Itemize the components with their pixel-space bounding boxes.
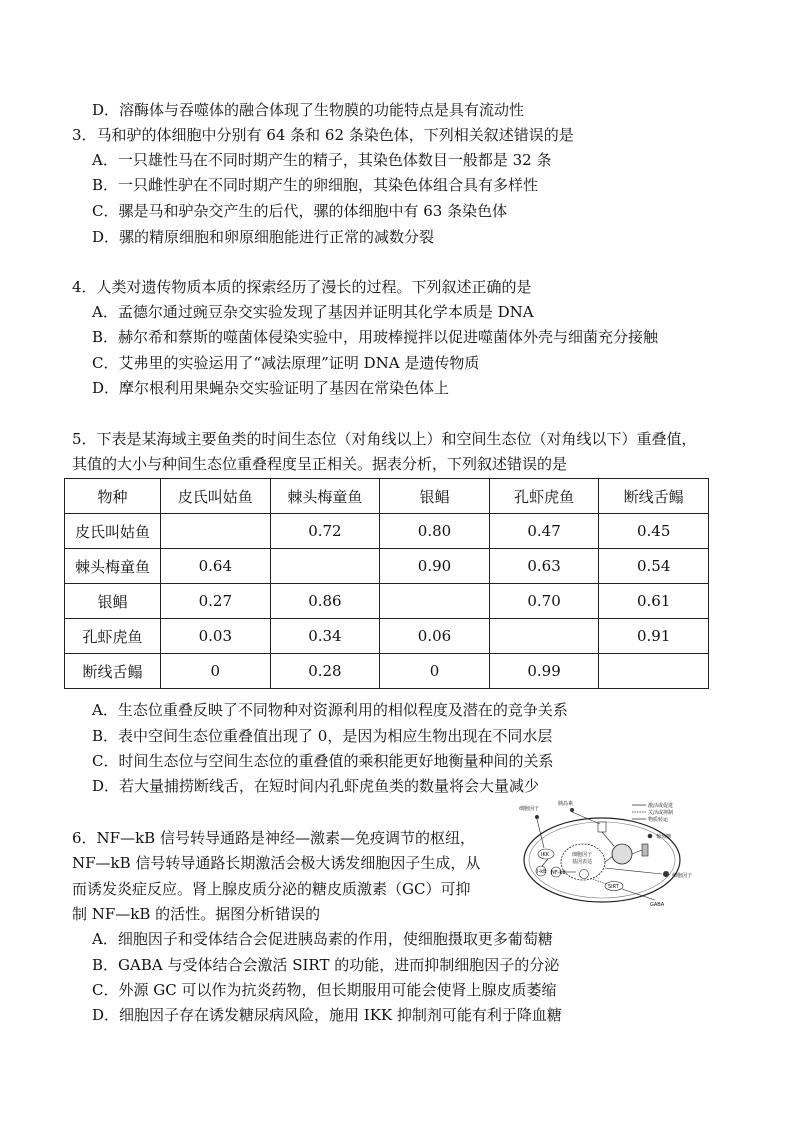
q6-stem-line2: NF—kB 信号转导通路长期激活会极大诱发细胞因子生成，从 bbox=[72, 854, 481, 872]
legend-activate: 激活或促进 bbox=[648, 803, 674, 809]
q3-option-b: B．一只雌性驴在不同时期产生的卵细胞，其染色体组合具有多样性 bbox=[92, 176, 539, 194]
table-cell: 0.63 bbox=[489, 549, 599, 584]
cytokine-molecule bbox=[535, 815, 539, 819]
q5-option-c: C．时间生态位与空间生态位的重叠值的乘积能更好地衡量种间的关系 bbox=[92, 752, 554, 770]
nfkb-pathway-diagram bbox=[510, 798, 710, 910]
cytokine-right-molecule bbox=[663, 871, 669, 877]
q3-option-a: A．一只雄性马在不同时期产生的精子，其染色体数目一般都是 32 条 bbox=[92, 151, 552, 169]
table-cell: 0.54 bbox=[599, 549, 709, 584]
glucose-transporter bbox=[642, 844, 648, 856]
q6-option-d: D．细胞因子存在诱发糖尿病风险，施用 IKK 抑制剂可能有利于降血糖 bbox=[92, 1006, 562, 1024]
cytokine-right-label: 细胞因子 bbox=[672, 873, 693, 879]
insulin-molecule bbox=[570, 808, 574, 812]
sirt-label: SIRT bbox=[608, 884, 619, 890]
arrow-cytokine-ikk bbox=[537, 819, 544, 848]
nfkb-label: NF-kB bbox=[551, 870, 566, 876]
arrow-nucleus-transporter bbox=[605, 856, 613, 862]
table-cell: 0.91 bbox=[599, 619, 709, 654]
glucose-molecule bbox=[648, 834, 653, 839]
arrow-ikk-ikb bbox=[542, 859, 548, 866]
table-row bbox=[65, 549, 709, 584]
q4-option-b: B．赫尔希和蔡斯的噬菌体侵染实验中，用玻棒搅拌以促进噬菌体外壳与细菌充分接触 bbox=[92, 328, 659, 346]
table-row bbox=[65, 619, 709, 654]
q3-option-c: C．骡是马和驴杂交产生的后代，骡的体细胞中有 63 条染色体 bbox=[92, 202, 508, 220]
q6-option-a: A．细胞因子和受体结合会促进胰岛素的作用，使细胞摄取更多葡萄糖 bbox=[92, 930, 553, 948]
table-cell bbox=[380, 584, 490, 619]
table-row-label: 孔虾虎鱼 bbox=[65, 619, 161, 654]
table-cell: 0 bbox=[380, 654, 490, 689]
table-header-cell: 孔虾虎鱼 bbox=[489, 479, 599, 514]
q5-option-a: A．生态位重叠反映了不同物种对资源利用的相似程度及潜在的竞争关系 bbox=[92, 701, 568, 719]
q5-stem-line2: 其值的大小与种间生态位重叠程度呈正相关。据表分析，下列叙述错误的是 bbox=[72, 455, 568, 473]
table-header-row bbox=[65, 479, 709, 514]
arrow-nucleus-cytokine bbox=[605, 868, 662, 874]
nucleus-label-1: 细胞因子 bbox=[572, 852, 593, 858]
table-cell bbox=[599, 654, 709, 689]
table-cell: 0.80 bbox=[380, 514, 490, 549]
table-cell: 0.45 bbox=[599, 514, 709, 549]
table-cell: 0.70 bbox=[489, 584, 599, 619]
glucose-label: 葡萄糖 bbox=[656, 834, 672, 840]
table-header-cell: 皮氏叫姑鱼 bbox=[161, 479, 271, 514]
q6-option-b: B．GABA 与受体结合会激活 SIRT 的功能，进而抑制细胞因子的分泌 bbox=[92, 956, 560, 974]
nfkb-in-nucleus bbox=[580, 870, 589, 879]
table-header-cell: 棘头梅童鱼 bbox=[270, 479, 380, 514]
ikb-label: I-kB bbox=[537, 869, 547, 875]
ikk-label: IKK bbox=[541, 852, 550, 858]
q2-option-d: D．溶酶体与吞噬体的融合体现了生物膜的功能特点是具有流动性 bbox=[92, 101, 525, 119]
nucleus-label-2: 基因表达 bbox=[572, 859, 593, 865]
cell-membrane-inner bbox=[529, 822, 675, 898]
arrow-gaba-sirt bbox=[622, 889, 655, 900]
table-cell: 0.64 bbox=[161, 549, 271, 584]
q6-stem-line4: 制 NF—kB 的活性。据图分析错误的 bbox=[72, 905, 321, 923]
table-row bbox=[65, 584, 709, 619]
arrow-sirt-inhibit bbox=[590, 878, 606, 884]
legend-transport: 物质转运 bbox=[648, 817, 669, 823]
arrow-receptor-transporter bbox=[602, 832, 614, 846]
q5-stem-line1: 5．下表是某海域主要鱼类的时间生态位（对角线以上）和空间生态位（对角线以下）重叠值， bbox=[72, 430, 697, 448]
legend-inhibit: 关活或抑制 bbox=[648, 810, 674, 816]
q3-option-d: D．骡的精原细胞和卵原细胞能进行正常的减数分裂 bbox=[92, 228, 435, 246]
q4-stem: 4．人类对遗传物质本质的探索经历了漫长的过程。下列叙述正确的是 bbox=[72, 278, 532, 296]
table-cell: 0.06 bbox=[380, 619, 490, 654]
q4-option-c: C．艾弗里的实验运用了“减法原理”证明 DNA 是遗传物质 bbox=[92, 354, 480, 372]
q6-stem-line1: 6．NF—kB 信号转导通路是神经—激素—免疫调节的枢纽， bbox=[72, 829, 475, 847]
cytokine-label: 细胞因子 bbox=[519, 806, 540, 812]
table-header-cell: 断线舌鳎 bbox=[599, 479, 709, 514]
table-cell bbox=[489, 619, 599, 654]
table-cell: 0.90 bbox=[380, 549, 490, 584]
table-cell: 0.47 bbox=[489, 514, 599, 549]
niche-overlap-table bbox=[64, 478, 709, 689]
insulin-label: 胰岛素 bbox=[558, 801, 574, 807]
table-cell: 0.28 bbox=[270, 654, 380, 689]
table-row-label: 棘头梅童鱼 bbox=[65, 549, 161, 584]
q3-stem: 3．马和驴的体细胞中分别有 64 条和 62 条染色体，下列相关叙述错误的是 bbox=[72, 126, 574, 144]
q4-option-a: A．孟德尔通过豌豆杂交实验发现了基因并证明其化学本质是 DNA bbox=[92, 303, 534, 321]
table-header-cell: 银鲳 bbox=[380, 479, 490, 514]
gaba-label: GABA bbox=[650, 902, 665, 908]
table-cell bbox=[270, 549, 380, 584]
q6-option-c: C．外源 GC 可以作为抗炎药物，但长期服用可能会使肾上腺皮质萎缩 bbox=[92, 981, 557, 999]
table-row-label: 银鲳 bbox=[65, 584, 161, 619]
q4-option-d: D．摩尔根利用果蝇杂交实验证明了基因在常染色体上 bbox=[92, 379, 450, 397]
table-cell: 0.86 bbox=[270, 584, 380, 619]
q5-option-b: B．表中空间生态位重叠值出现了 0，是因为相应生物出现在不同水层 bbox=[92, 727, 553, 745]
table-cell: 0.99 bbox=[489, 654, 599, 689]
table-cell: 0.03 bbox=[161, 619, 271, 654]
table-row bbox=[65, 514, 709, 549]
table-cell: 0.34 bbox=[270, 619, 380, 654]
table-cell: 0.72 bbox=[270, 514, 380, 549]
table-cell bbox=[161, 514, 271, 549]
table-cell: 0.61 bbox=[599, 584, 709, 619]
table-row bbox=[65, 654, 709, 689]
glut-transporter bbox=[612, 844, 632, 864]
q5-option-d: D．若大量捕捞断线舌，在短时间内孔虾虎鱼类的数量将会大量减少 bbox=[92, 777, 540, 795]
table-cell: 0.27 bbox=[161, 584, 271, 619]
table-row-label: 皮氏叫姑鱼 bbox=[65, 514, 161, 549]
table-cell: 0 bbox=[161, 654, 271, 689]
table-row-label: 断线舌鳎 bbox=[65, 654, 161, 689]
q6-stem-line3: 而诱发炎症反应。肾上腺皮质分泌的糖皮质激素（GC）可抑 bbox=[72, 880, 471, 898]
table-header-cell: 物种 bbox=[65, 479, 161, 514]
arrow-transporter-glut bbox=[632, 850, 642, 854]
